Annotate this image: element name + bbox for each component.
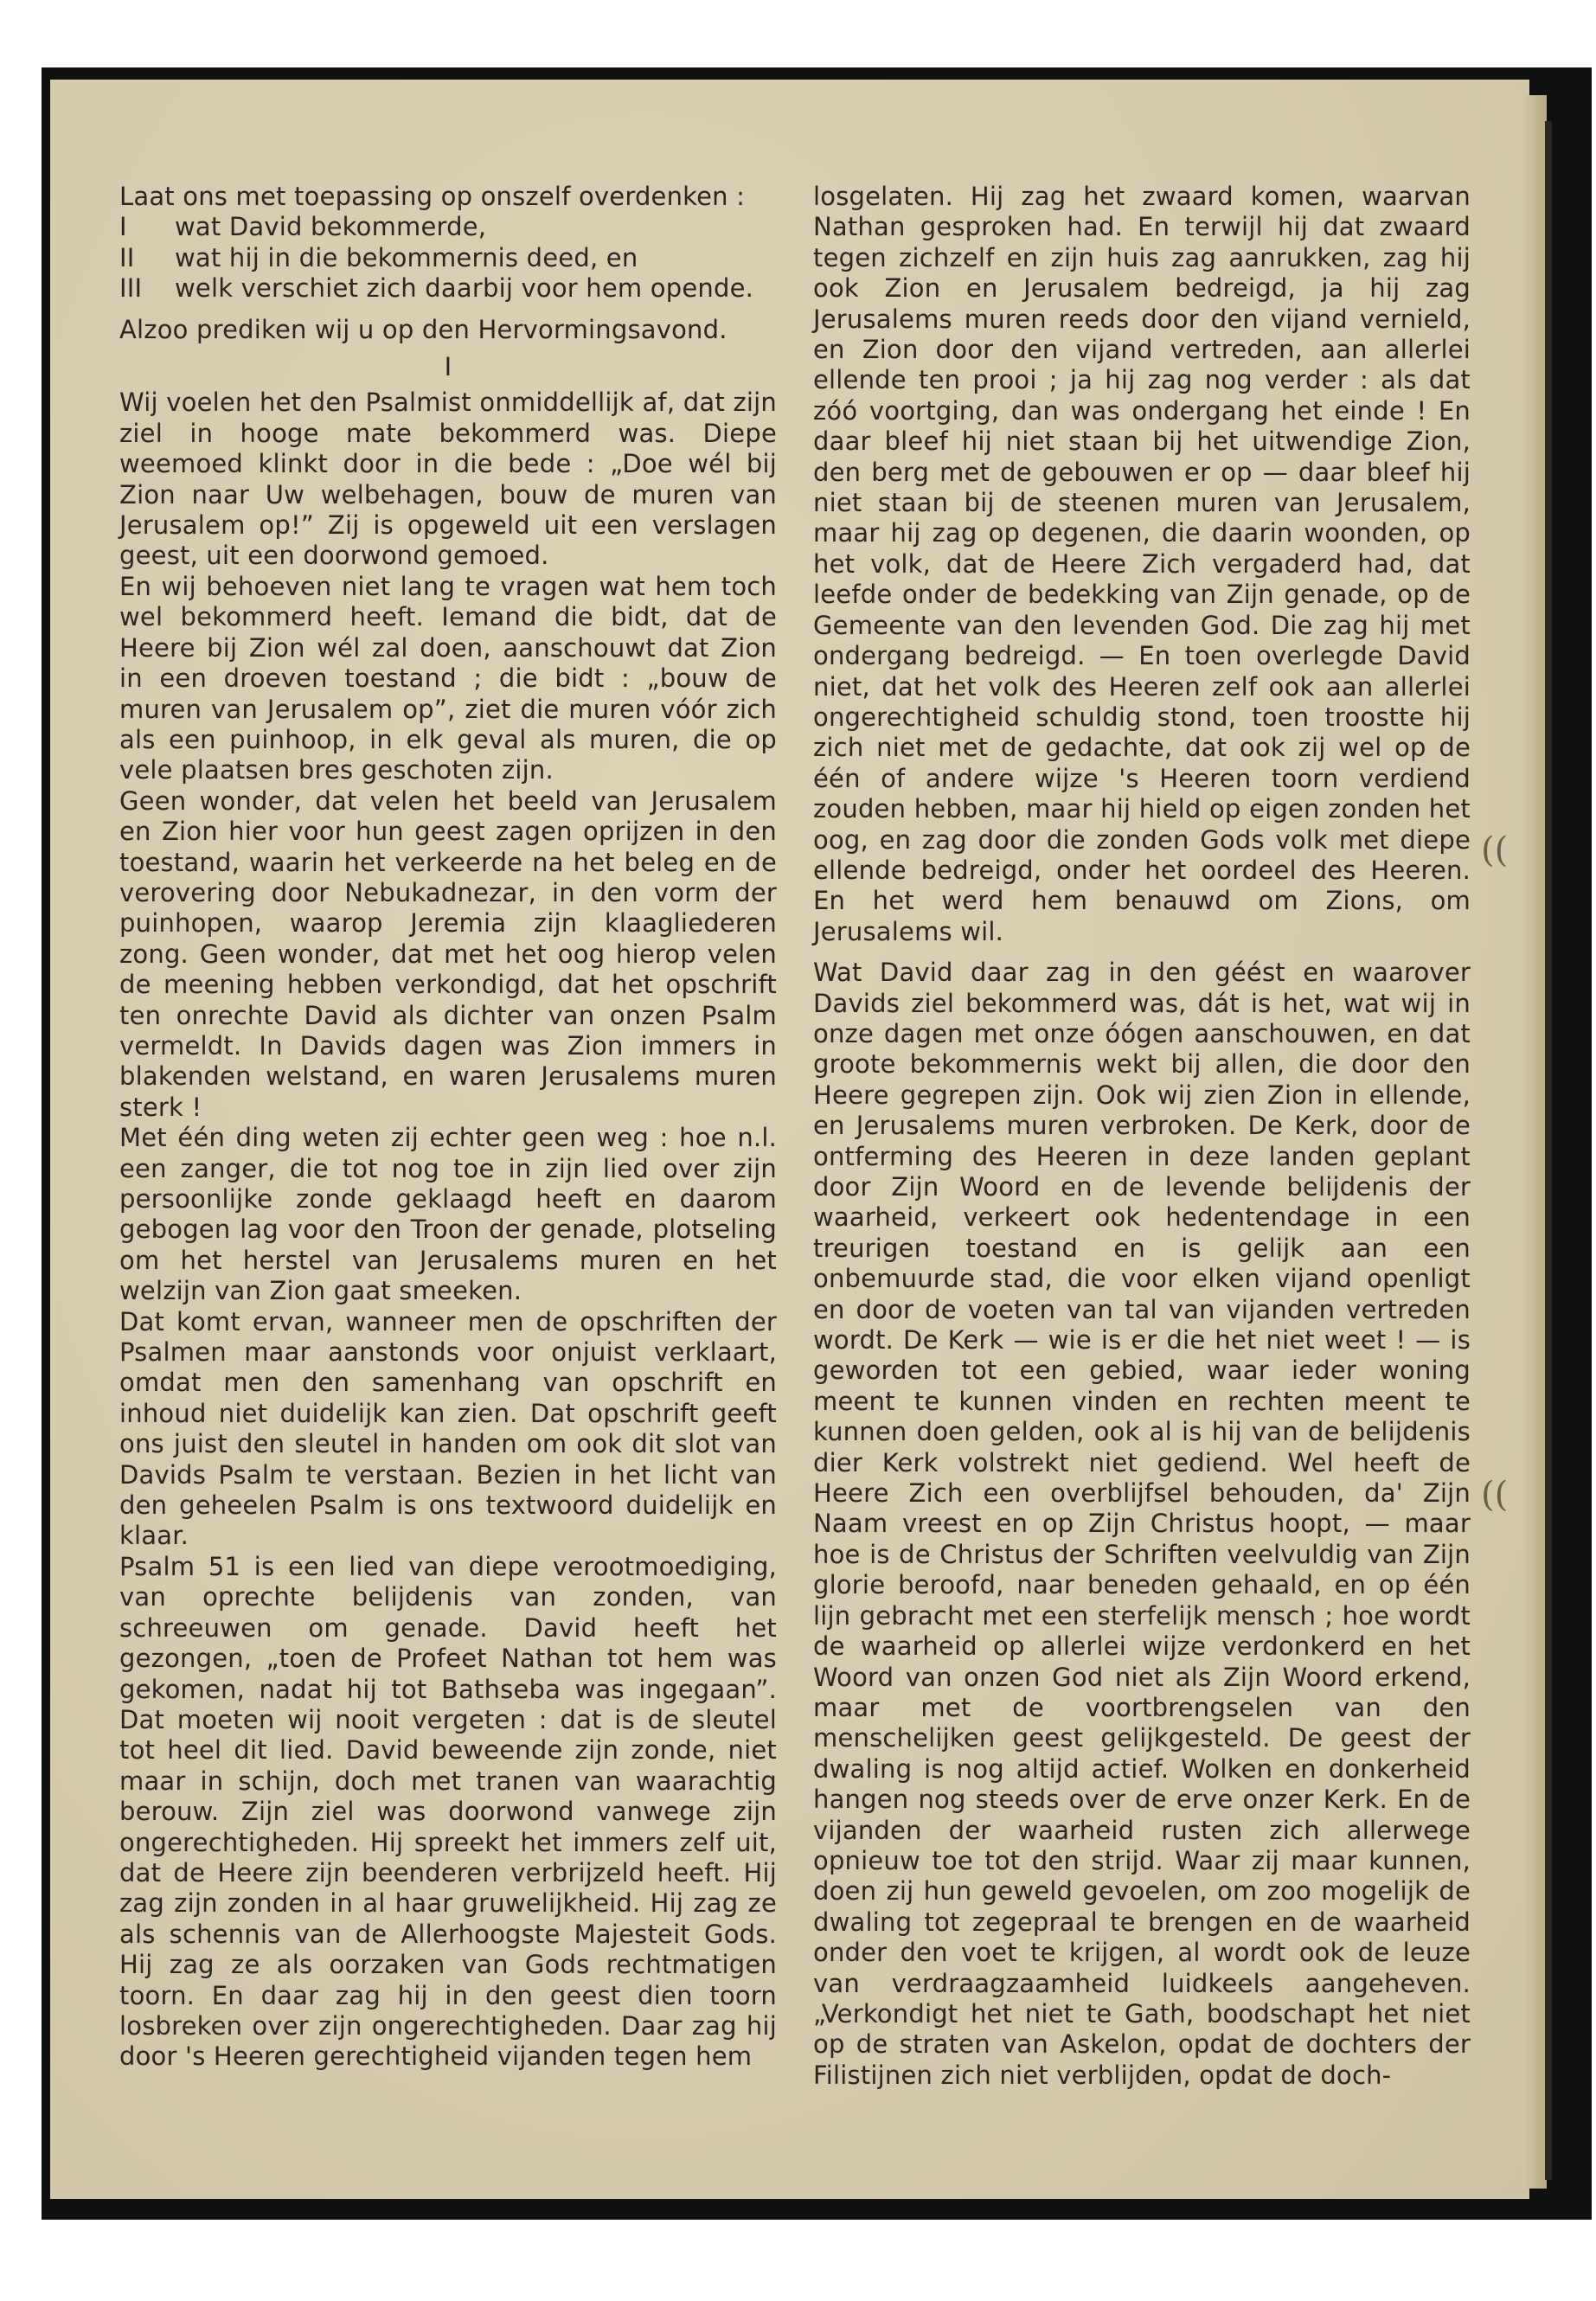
body-paragraph: Met één ding weten zij echter geen weg : hoe n.l. een zanger, die tot nog toe in zijn lied over zijn persoonlijke zonde geklaagd heeft en daarom gebogen lag voor den Troon der genade, plotseling om het herstel van Jerusalems muren en het welzijn van Zion gaat smeeken.	[119, 1123, 777, 1306]
margin-bracket-mark: ((	[1481, 830, 1509, 870]
intro-line: Laat ons met toepassing op onszelf overdenken :	[119, 182, 746, 211]
outline-list	[119, 212, 777, 304]
outline-text: wat David bekommerde,	[175, 212, 487, 242]
outline-text: wat hij in die bekommernis deed, en	[175, 242, 638, 272]
outline-item	[119, 212, 777, 242]
body-paragraph: losgelaten. Hij zag het zwaard komen, waarvan Nathan gesproken had. En terwijl hij dat zwaard tegen zichzelf en zijn huis zag aanrukken, zag hij ook Zion en Jerusalem bedreigd, ja hij zag Jerusalems muren reeds door den vijand vernield, en Zion door den vijand vertreden, aan allerlei ellende ten prooi ; ja hij zag nog verder : als dat zóó voortging, dan was ondergang het einde ! En daar bleef hij niet staan bij het uitwendige Zion, den berg met de gebouwen er op — daar bleef hij niet staan bij de steenen muren van Jerusalem, maar hij zag op degenen, die daarin woonden, op het volk, dat de Heere Zich vergaderd had, dat leefde onder de bedekking van Zijn genade, op de Gemeente van den levenden God. Die zag hij met ondergang bedreigd. — En toen overlegde David niet, dat het volk des Heeren zelf ook aan allerlei ongerechtigheid schuldig stond, toen troostte hij zich niet met de gedachte, dat ook zij wel op de één of andere wijze 's Heeren toorn verdiend zouden hebben, maar hij hield op eigen zonden het oog, en zag door die zonden Gods volk met diepe ellende bedreigd, onder het oordeel des Heeren. En het werd hem benauwd om Zions, om Jerusalems wil.	[813, 182, 1471, 946]
preach-line: Alzoo prediken wij u op den Hervormingsavond.	[119, 314, 727, 344]
outline-item	[119, 273, 777, 304]
outline-numeral: I	[119, 212, 127, 242]
body-paragraph: Geen wonder, dat velen het beeld van Jerusalem en Zion hier voor hun geest zagen oprijzen in den toestand, waarin het verkeerde na het beleg en de verovering door Nebukadnezar, in den vorm der puinhopen, waarop Jeremia zijn klaagliederen zong. Geen wonder, dat met het oog hierop velen de meening hebben verkondigd, dat het opschrift ten onrechte David als dichter van onzen Psalm vermeldt. In Davids dagen was Zion immers in blakenden welstand, en waren Jerusalems muren sterk !	[119, 785, 777, 1122]
outline-item	[119, 243, 777, 273]
page-spine-edge	[1545, 121, 1552, 2180]
section-numeral: I	[444, 352, 452, 382]
body-paragraph: En wij behoeven niet lang te vragen wat hem toch wel bekommerd heeft. Iemand die bidt, dat de Heere bij Zion wél zal doen, aanschouwt dat Zion in een droeven toestand ; die bidt : „bouw de muren van Jerusalem op”, ziet die muren vóór zich als een puinhoop, in elk geval als muren, die op vele plaatsen bres geschoten zijn.	[119, 571, 777, 785]
outline-numeral: II	[119, 242, 135, 272]
page-spine	[1522, 95, 1547, 2189]
body-paragraph: Wij voelen het den Psalmist onmiddellijk af, dat zijn ziel in hooge mate bekommerd was. Diepe weemoed klinkt door in die bede : „Doe wél bij Zion naar Uw welbehagen, bouw de muren van Jerusalem op!” Zij is opgeweld uit een verslagen geest, uit een doorwond gemoed.	[119, 388, 777, 571]
body-paragraph: Dat komt ervan, wanneer men de opschriften der Psalmen maar aanstonds voor onjuist verklaart, omdat men den samenhang van opschrift en inhoud niet duidelijk kan zien. Dat opschrift geeft ons juist den sleutel in handen om ook dit slot van Davids Psalm te verstaan. Bezien in het licht van den geheelen Psalm is ons textwoord duidelijk en klaar.	[119, 1306, 777, 1551]
body-paragraph: Psalm 51 is een lied van diepe verootmoediging, van oprechte belijdenis van zonden, van schreeuwen om genade. David heeft het gezongen, „toen de Profeet Nathan tot hem was gekomen, nadat hij tot Bathseba was ingegaan”. Dat moeten wij nooit vergeten : dat is de sleutel tot heel dit lied. David beweende zijn zonde, niet maar in schijn, doch met tranen van waarachtig berouw. Zijn ziel was doorwond vanwege zijn ongerechtigheden. Hij spreekt het immers zelf uit, dat de Heere zijn beenderen verbrijzeld heeft. Hij zag zijn zonden in al haar gruwelijkheid. Hij zag ze als schennis van de Allerhoogste Majesteit Gods. Hij zag ze als oorzaken van Gods rechtmatigen toorn. En daar zag hij in den geest dien toorn losbreken over zijn ongerechtigheden. Daar zag hij door 's Heeren gerechtigheid vijanden tegen hem	[119, 1551, 777, 2072]
left-column	[119, 182, 777, 2073]
outline-numeral: III	[119, 273, 143, 304]
body-paragraph: Wat David daar zag in den géést en waarover Davids ziel bekommerd was, dát is het, wat wij in onze dagen met onze óógen aanschouwen, en dat groote bekommernis wekt bij allen, die door den Heere gegrepen zijn. Ook wij zien Zion in ellende, en Jerusalems muren verbroken. De Kerk, door de ontferming des Heeren in deze landen geplant door Zijn Woord en de levende belijdenis der waarheid, verkeert ook hedentendage in een treurigen toestand en is gelijk aan een onbemuurde stad, die voor elken vijand openligt en door de voeten van tal van vijanden vertreden wordt. De Kerk — wie is er die het niet weet ! — is geworden tot een gebied, waar ieder woning meent te kunnen vinden en rechten meent te kunnen doen gelden, ook al is hij van de belijdenis dier Kerk volstrekt niet gediend. Wel heeft de Heere Zich een overblijfsel behouden, da' Zijn Naam vreest en op Zijn Christus hoopt, — maar hoe is de Christus der Schriften veelvuldig van Zijn glorie beroofd, naar beneden gehaald, en op één lijn gebracht met een sterfelijk mensch ; hoe wordt de waarheid op allerlei wijze verdonkerd en het Woord van onzen God niet als Zijn Woord erkend, maar met de voortbrengselen van den menschelijken geest gelijkgesteld. De geest der dwaling is nog altijd actief. Wolken en donkerheid hangen nog steeds over de erve onzer Kerk. En de vijanden der waarheid rusten zich allerwege opnieuw toe tot den strijd. Waar zij maar kunnen, doen zij hun geweld gevoelen, om zoo mogelijk de dwaling tot zegepraal te brengen en de waarheid onder den voet te krijgen, al wordt ook de leuze van verdraagzaamheid luidkeels aangeheven. „Verkondigt het niet te Gath, boodschapt het niet op de straten van Askelon, opdat de dochters der Filistijnen zich niet verblijden, opdat de doch-	[813, 958, 1471, 2090]
margin-bracket-mark: ((	[1481, 1475, 1509, 1515]
right-column	[813, 182, 1471, 2091]
outline-text: welk verschiet zich daarbij voor hem opende.	[175, 273, 754, 304]
